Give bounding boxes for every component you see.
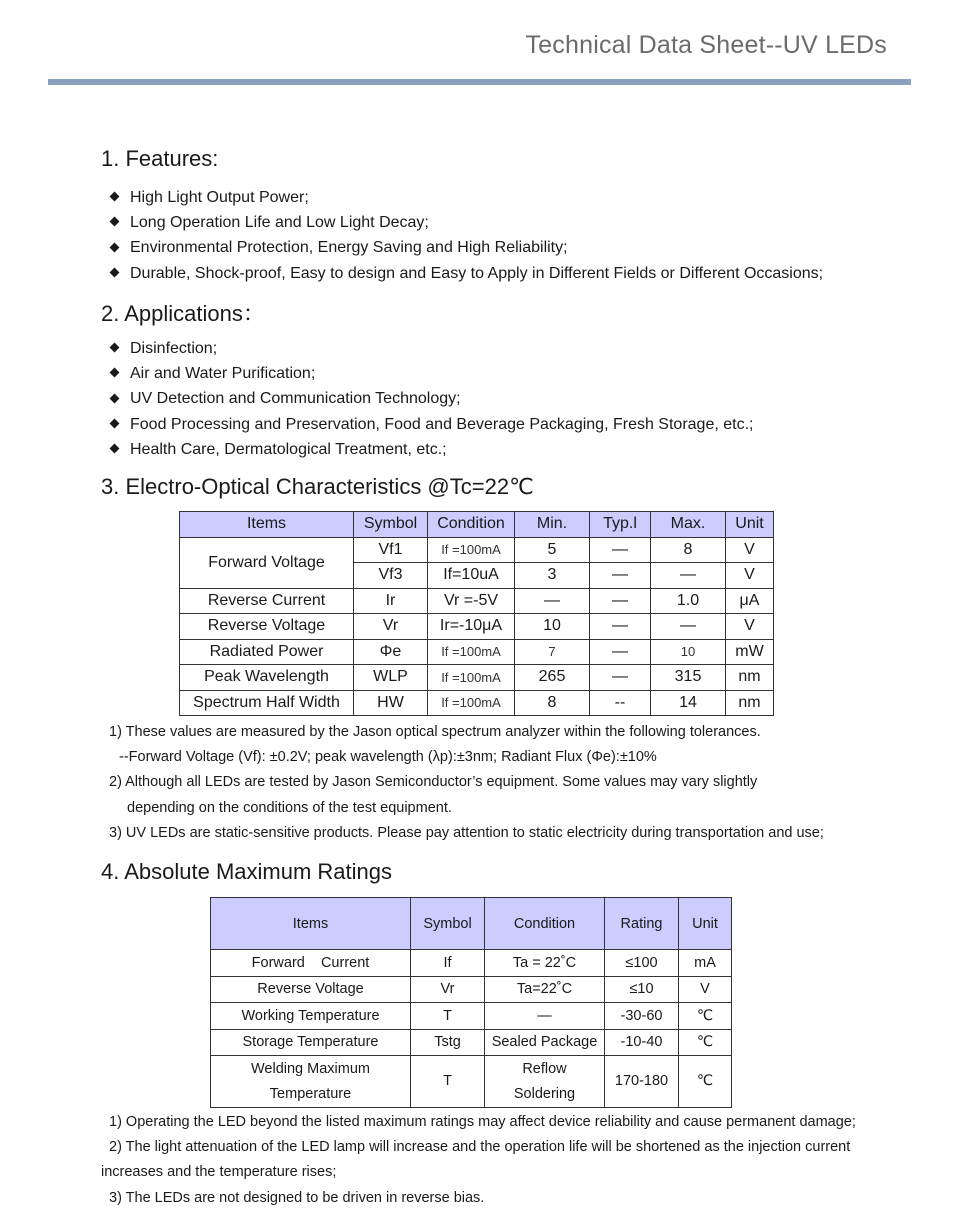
note: 3) UV LEDs are static-sensitive products. Please pay attention to static electricity during transportation and use;: [109, 824, 824, 841]
table-row: Spectrum Half Width HW If =100mA 8 -- 14 nm: [180, 690, 774, 716]
absolute-max-heading: 4. Absolute Maximum Ratings: [101, 859, 393, 884]
table-row: Storage Temperature Tstg Sealed Package -10-40 ℃: [211, 1029, 732, 1056]
absolute-max-notes: [101, 1110, 856, 1211]
column-header: Typ.l: [590, 512, 651, 538]
diamond-bullet-icon: [110, 418, 120, 428]
table-row: Radiated Power Φe If =100mA 7 — 10 mW: [180, 639, 774, 665]
table-row: Reverse Current Ir Vr =-5V — — 1.0 μA: [180, 588, 774, 614]
table-row: Forward Current If Ta = 22˚C ≤100 mA: [211, 950, 732, 977]
column-header: Unit: [726, 512, 774, 538]
table-row: Reverse Voltage Vr Ta=22˚C ≤10 V: [211, 976, 732, 1003]
column-header: Condition: [485, 898, 605, 950]
diamond-bullet-icon: [110, 217, 120, 227]
column-header: Items: [180, 512, 354, 538]
diamond-bullet-icon: [110, 368, 120, 378]
note: increases and the temperature rises;: [101, 1164, 337, 1181]
list-item: Environmental Protection, Energy Saving and High Reliability;: [108, 235, 823, 260]
column-header: Items: [211, 898, 411, 950]
list-item: Disinfection;: [108, 336, 753, 361]
item-cell: Forward Voltage: [180, 537, 354, 588]
table-row: Forward Voltage Vf1 If =100mA 5 — 8 V: [180, 537, 774, 563]
column-header: Max.: [651, 512, 726, 538]
header-rule: [48, 79, 911, 85]
diamond-bullet-icon: [110, 267, 120, 277]
electro-optical-heading: 3. Electro-Optical Characteristics @Tc=22℃: [101, 474, 534, 499]
list-item: High Light Output Power;: [108, 185, 823, 210]
table-row: Peak Wavelength WLP If =100mA 265 — 315 nm: [180, 665, 774, 691]
table-header-row: [180, 512, 774, 538]
diamond-bullet-icon: [110, 343, 120, 353]
column-header: Condition: [428, 512, 515, 538]
note: --Forward Voltage (Vf): ±0.2V; peak wavelength (λp):±3nm; Radiant Flux (Φe):±10%: [119, 749, 657, 766]
note: 3) The LEDs are not designed to be driven in reverse bias.: [109, 1189, 485, 1206]
applications-list: [108, 336, 753, 462]
electro-optical-notes: [101, 720, 824, 846]
list-item: Long Operation Life and Low Light Decay;: [108, 210, 823, 235]
list-item: Health Care, Dermatological Treatment, etc.;: [108, 437, 753, 462]
absolute-max-table: [210, 897, 732, 1108]
document-title: Technical Data Sheet--UV LEDs: [525, 31, 887, 59]
electro-optical-table: [179, 511, 774, 716]
diamond-bullet-icon: [110, 393, 120, 403]
table-row: Reverse Voltage Vr Ir=-10μA 10 — — V: [180, 614, 774, 640]
column-header: Symbol: [354, 512, 428, 538]
column-header: Min.: [515, 512, 590, 538]
applications-heading: 2. Applications：: [101, 301, 265, 326]
table-row: Working Temperature T — -30-60 ℃: [211, 1003, 732, 1030]
note: depending on the conditions of the test equipment.: [127, 799, 452, 816]
table-header-row: [211, 898, 732, 950]
list-item: Food Processing and Preservation, Food and Beverage Packaging, Fresh Storage, etc.;: [108, 412, 753, 437]
diamond-bullet-icon: [110, 444, 120, 454]
list-item: UV Detection and Communication Technology;: [108, 386, 753, 411]
diamond-bullet-icon: [110, 242, 120, 252]
features-list: [108, 185, 823, 286]
column-header: Unit: [679, 898, 732, 950]
note: 2) The light attenuation of the LED lamp will increase and the operation life will be shortened as the injection current: [109, 1139, 851, 1156]
list-item: Air and Water Purification;: [108, 361, 753, 386]
features-heading: 1. Features:: [101, 146, 219, 171]
column-header: Rating: [605, 898, 679, 950]
list-item: Durable, Shock-proof, Easy to design and Easy to Apply in Different Fields or Different Occasions;: [108, 261, 823, 286]
column-header: Symbol: [411, 898, 485, 950]
note: 2) Although all LEDs are tested by Jason Semiconductor’s equipment. Some values may vary slightly: [109, 774, 758, 791]
diamond-bullet-icon: [110, 192, 120, 202]
note: 1) These values are measured by the Jason optical spectrum analyzer within the following tolerances.: [109, 724, 761, 740]
table-row: Welding Maximum Temperature T Reflow Soldering 170-180 ℃: [211, 1056, 732, 1108]
table-row: Vf3 If=10uA 3 — — V: [180, 563, 774, 589]
note: 1) Operating the LED beyond the listed maximum ratings may affect device reliability and cause permanent damage;: [109, 1114, 856, 1130]
